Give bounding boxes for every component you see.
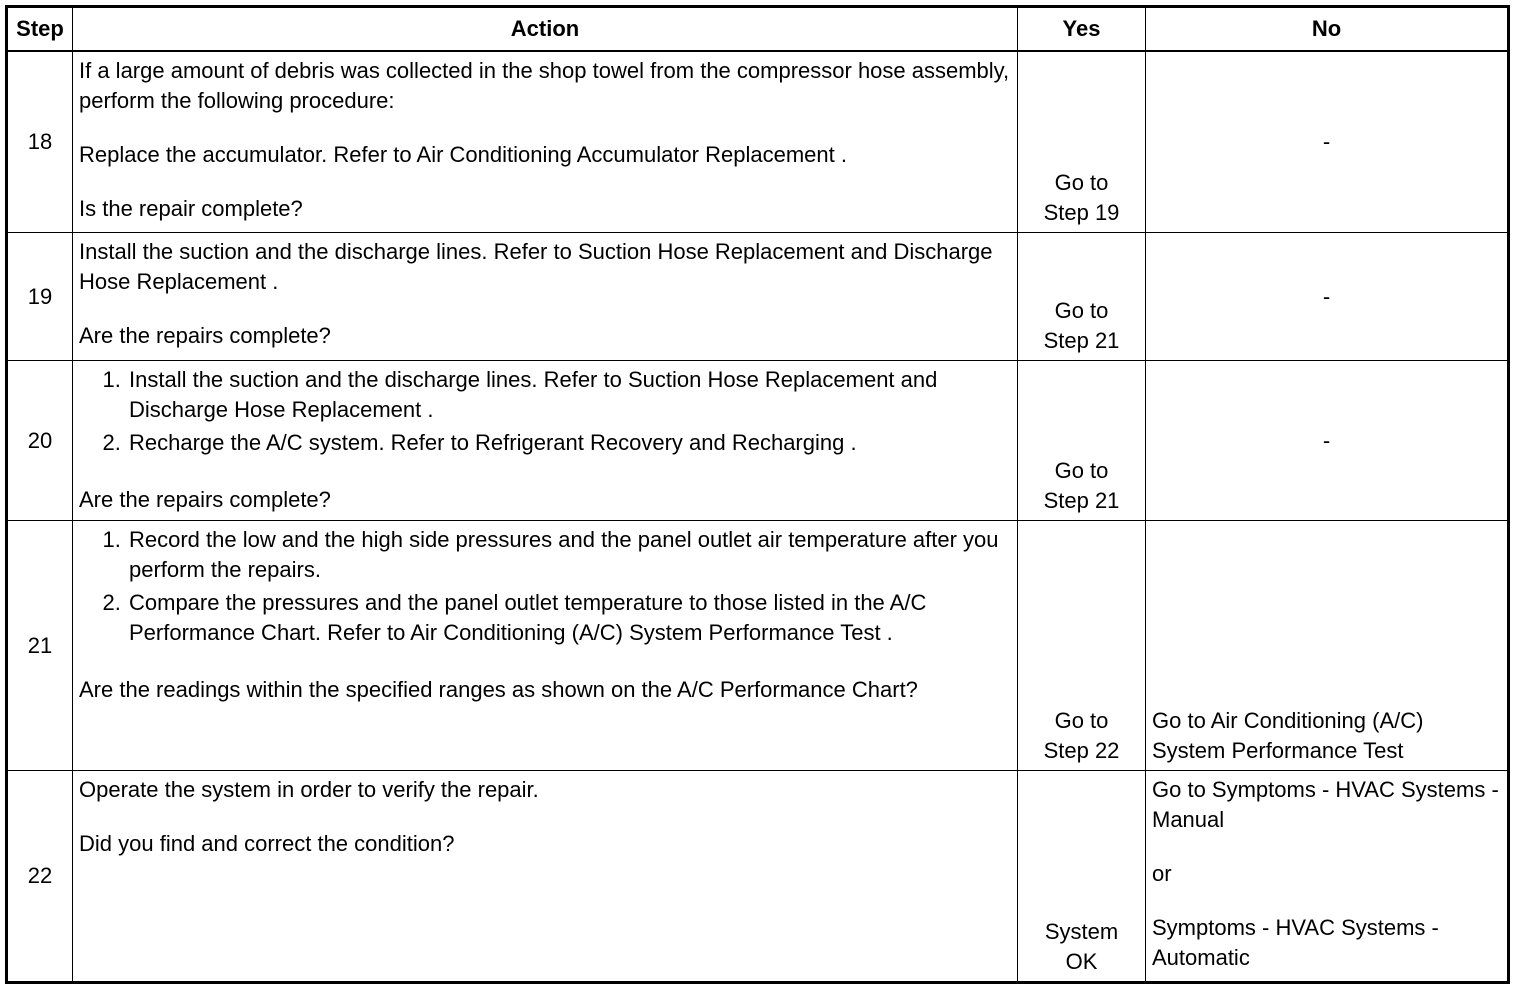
action-question: Did you find and correct the condition?	[79, 831, 455, 856]
procedure-table	[5, 5, 1510, 984]
procedure-list	[79, 365, 1011, 458]
step-number: 20	[7, 361, 73, 521]
header-action: Action	[73, 7, 1018, 51]
yes-cell	[1018, 771, 1146, 983]
yes-line-1: Go to	[1054, 458, 1109, 483]
action-question: Are the repairs complete?	[79, 487, 331, 512]
no-link-symptoms-manual[interactable]: Go to Symptoms - HVAC Systems - Manual	[1152, 777, 1499, 832]
no-cell	[1146, 771, 1509, 983]
header-no: No	[1146, 7, 1509, 51]
step-number: 21	[7, 521, 73, 771]
step-number: 18	[7, 51, 73, 233]
list-item: 2. Recharge the A/C system. Refer to Refrigerant Recovery and Recharging .	[127, 428, 1011, 458]
table-row	[7, 51, 1509, 233]
yes-line-1: Go to	[1054, 170, 1109, 195]
action-question: Are the repairs complete?	[79, 323, 331, 348]
action-text: Replace the accumulator. Refer to Air Conditioning Accumulator Replacement .	[79, 141, 847, 167]
no-link-symptoms-automatic[interactable]: Symptoms - HVAC Systems - Automatic	[1152, 915, 1439, 970]
no-cell: -	[1146, 51, 1509, 233]
header-yes: Yes	[1018, 7, 1146, 51]
action-question: Are the readings within the specified ranges as shown on the A/C Performance Chart?	[79, 677, 918, 702]
yes-link-step-21[interactable]: Step 21	[1043, 328, 1120, 353]
yes-line-1: Go to	[1054, 708, 1109, 733]
action-question: Is the repair complete?	[79, 195, 303, 221]
yes-line-1: Go to	[1054, 298, 1109, 323]
procedure-list	[79, 525, 1011, 648]
action-text: Install the suction and the discharge lines. Refer to Suction Hose Replacement and Discharge Hose Replacement .	[79, 239, 993, 294]
list-item: 1. Install the suction and the discharge lines. Refer to Suction Hose Replacement and Discharge Hose Replacement .	[127, 365, 1011, 425]
action-cell	[73, 233, 1018, 361]
action-cell	[73, 361, 1018, 521]
header-row	[7, 7, 1509, 51]
yes-line-1: System	[1044, 919, 1119, 944]
yes-cell	[1018, 521, 1146, 771]
no-cell: -	[1146, 361, 1509, 521]
table-row	[7, 771, 1509, 983]
action-cell	[73, 51, 1018, 233]
yes-link-step-19[interactable]: Step 19	[1043, 200, 1120, 225]
list-item: 2. Compare the pressures and the panel outlet temperature to those listed in the A/C Performance Chart. Refer to Air Conditioning (A/C) System Performance Test .	[127, 588, 1011, 648]
action-intro: If a large amount of debris was collected in the shop towel from the compressor hose assembly, perform the following procedure:	[79, 57, 1010, 113]
table-row	[7, 233, 1509, 361]
action-cell	[73, 771, 1018, 983]
header-step: Step	[7, 7, 73, 51]
no-link-ac-performance-test[interactable]: Go to Air Conditioning (A/C) System Performance Test	[1146, 521, 1509, 771]
table-row	[7, 361, 1509, 521]
yes-link-step-22[interactable]: Step 22	[1043, 738, 1120, 763]
table-row	[7, 521, 1509, 771]
yes-link-step-21[interactable]: Step 21	[1043, 488, 1120, 513]
action-text: Operate the system in order to verify the repair.	[79, 777, 539, 802]
yes-line-2: OK	[1065, 949, 1098, 974]
list-item: 1. Record the low and the high side pressures and the panel outlet air temperature after you perform the repairs.	[127, 525, 1011, 585]
yes-cell	[1018, 361, 1146, 521]
no-or-text: or	[1152, 861, 1172, 886]
yes-cell	[1018, 51, 1146, 233]
action-cell	[73, 521, 1018, 771]
step-number: 19	[7, 233, 73, 361]
step-number: 22	[7, 771, 73, 983]
no-cell: -	[1146, 233, 1509, 361]
yes-cell	[1018, 233, 1146, 361]
